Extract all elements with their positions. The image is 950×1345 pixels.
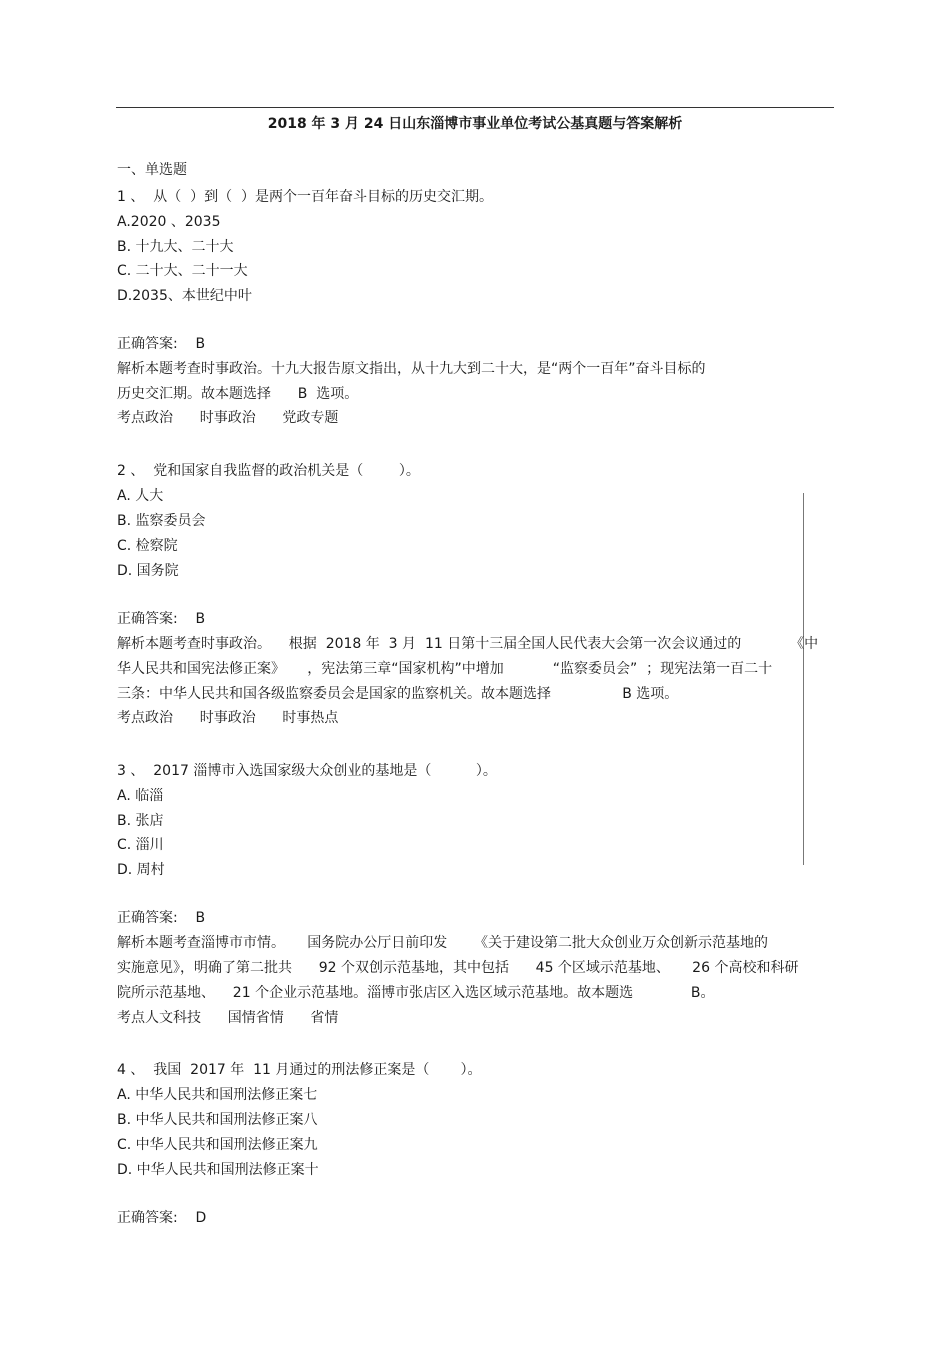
correct-answer: 正确答案: B: [117, 336, 206, 352]
option-d: D. 国务院: [117, 563, 179, 579]
question-stem: 2 、 党和国家自我监督的政治机关是（ ）。: [117, 463, 420, 479]
analysis-line: 解析本题考查淄博市市情。 国务院办公厅日前印发 《关于建设第二批大众创业万众创新示范基地的: [117, 935, 768, 951]
option-b: B. 十九大、二十大: [117, 239, 234, 255]
analysis-line: 院所示范基地、 21 个企业示范基地。淄博市张店区入选区域示范基地。故本题选 B。: [117, 985, 715, 1001]
topic-tags: 考点人文科技 国情省情 省情: [117, 1010, 339, 1026]
analysis-line: 三条：中华人民共和国各级监察委员会是国家的监察机关。故本题选择 B 选项。: [117, 686, 679, 702]
section-heading: 一、单选题: [117, 162, 187, 178]
option-c: C. 中华人民共和国刑法修正案九: [117, 1137, 318, 1153]
option-d: D. 中华人民共和国刑法修正案十: [117, 1162, 319, 1178]
correct-answer: 正确答案: D: [117, 1210, 207, 1226]
option-d: D. 周村: [117, 862, 165, 878]
top-rule: [116, 107, 834, 108]
topic-tags: 考点政治 时事政治 时事热点: [117, 710, 339, 726]
document-title: 2018 年 3 月 24 日山东淄博市事业单位考试公基真题与答案解析: [267, 116, 683, 132]
option-c: C. 淄川: [117, 837, 164, 853]
topic-tags: 考点政治 时事政治 党政专题: [117, 410, 339, 426]
analysis-line: 解析本题考查时事政治。 根据 2018 年 3 月 11 日第十三届全国人民代表大会第一次会议通过的 《中: [117, 636, 819, 652]
option-a: A. 临淄: [117, 788, 164, 804]
option-b: B. 中华人民共和国刑法修正案八: [117, 1112, 318, 1128]
option-b: B. 张店: [117, 813, 164, 829]
question-stem: 3 、 2017 淄博市入选国家级大众创业的基地是（ ）。: [117, 763, 497, 779]
side-rule: [803, 493, 804, 865]
option-c: C. 二十大、二十一大: [117, 263, 248, 279]
analysis-line: 华人民共和国宪法修正案》 ，宪法第三章“国家机构”中增加 “监察委员会” ；现宪法第一百二十: [117, 661, 773, 677]
option-a: A. 人大: [117, 488, 164, 504]
option-a: A. 中华人民共和国刑法修正案七: [117, 1087, 318, 1103]
analysis-line: 解析本题考查时事政治。十九大报告原文指出，从十九大到二十大，是“两个一百年”奋斗目标的: [117, 361, 706, 377]
option-c: C. 检察院: [117, 538, 178, 554]
correct-answer: 正确答案: B: [117, 611, 206, 627]
analysis-line: 历史交汇期。故本题选择 B 选项。: [117, 386, 359, 402]
option-a: A.2020 、2035: [117, 214, 221, 230]
option-d: D.2035、本世纪中叶: [117, 288, 252, 304]
correct-answer: 正确答案: B: [117, 910, 206, 926]
option-b: B. 监察委员会: [117, 513, 206, 529]
question-stem: 4 、 我国 2017 年 11 月通过的刑法修正案是（ ）。: [117, 1062, 482, 1078]
analysis-line: 实施意见》，明确了第二批共 92 个双创示范基地，其中包括 45 个区域示范基地、 26 个高校和科研: [117, 960, 799, 976]
question-stem: 1 、 从（ ）到（ ）是两个一百年奋斗目标的历史交汇期。: [117, 189, 494, 205]
